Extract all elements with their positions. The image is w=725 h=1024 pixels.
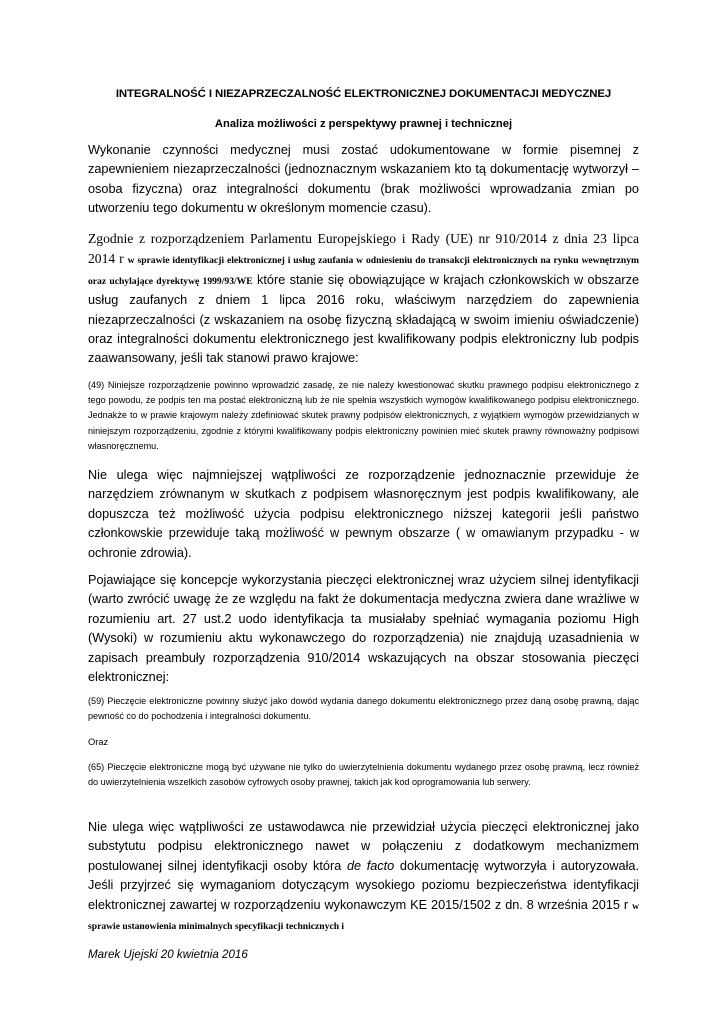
paragraph-2-rest: które stanie się obowiązujące w krajach członkowskich w obszarze usług zaufanych z dniem 1 lipca 2016 roku, właściwym narzędziem do zapewnienia niezaprzeczalności (z wskazaniem na osobę fizyczną składającą w swoim imieniu oświadczenie) oraz integralności dokumentu elektronicznego jest kwalifikowany podpis elektroniczny lub podpis zaawansowany, jeśli tak stanowi prawo krajowe:: [88, 272, 640, 366]
regulation-reference: Zgodnie z rozporządzeniem Parlamentu Europejskiego i Rady (UE) nr 910/2014 z dnia 23 lipca 2014 r: [88, 231, 639, 267]
regulation-2-title: w sprawie ustanowienia minimalnych specyfikacji technicznych i: [88, 900, 639, 933]
paragraph-1: Wykonanie czynności medycznej musi zostać udokumentowane w formie pisemnej z zapewnieniem niezaprzeczalności (jednoznacznym wskazaniem kto tą dokumentację wytworzył – osoba fizyczna) oraz integralności dokumentu (brak możliwości wprowadzania zmian po utworzeniu tego dokumentu w określonym momencie czasu).: [88, 143, 639, 216]
document-title: INTEGRALNOŚĆ I NIEZAPRZECZALNOŚĆ ELEKTRONICZNEJ DOKUMENTACJI MEDYCZNEJ: [115, 88, 612, 100]
paragraph-4: Pojawiające się koncepcje wykorzystania pieczęci elektronicznej wraz użyciem silnej identyfikacji (warto zwrócić uwagę że ze względu na fakt że dokumentacja medyczna zwiera dane wrażliwe w rozumieniu art. 27 ust.2 uodo identyfikacja ta musiałaby spełniać wymagania poziomu High (Wysoki) w rozumieniu aktu wykonawczego do rozporządzenia) nie znajdują uzasadnienia w zapisach preambuły rozporządzenia 910/2014 wskazujących na obszar stosowania pieczęci elektronicznej:: [88, 573, 639, 685]
recital-59: (59) Pieczęcie elektroniczne powinny służyć jako dowód wydania danego dokumentu elektronicznego przez daną osobę prawną, dając pewność co do pochodzenia i integralności dokumentu.: [88, 696, 639, 722]
author-date-footer: Marek Ujejski 20 kwietnia 2016: [88, 948, 248, 961]
oraz-label: Oraz: [88, 737, 109, 747]
paragraph-5-middle: dokumentację wytworzyła i autoryzowała. Jeśli przyjrzeć się wymaganiom dotyczącym wysokiego poziomu bezpieczeństwa identyfikacji elektronicznej zawartej w rozporządzeniu wykonawczym KE 2015/1502 z dn. 8 września 2015 r: [88, 858, 639, 912]
document-subtitle: Analiza możliwości z perspektywy prawnej i technicznej: [214, 118, 513, 130]
paragraph-3: Nie ulega więc najmniejszej wątpliwości ze rozporządzenie jednoznacznie przewiduje że narzędziem zrównanym w skutkach z podpisem własnoręcznym jest podpis kwalifikowany, ale dopuszcza też możliwość użycia podpisu elektronicznego niższej kategorii jeśli państwo członkowskie przewiduje taką możliwość w pewnym obszarze ( w omawianym przypadku - w ochronie zdrowia).: [88, 468, 639, 560]
recital-49: (49) Niniejsze rozporządzenie powinno wprowadzić zasadę, że nie należy kwestionować skutku prawnego podpisu elektronicznego z tego powodu, że podpis ten ma postać elektroniczną lub że nie spełnia wszystkich wymogów kwalifikowanego podpisu elektronicznego. Jednakże to w prawie krajowym należy zdefiniować skutek prawny podpisów elektronicznych, z wyjątkiem wymogów przewidzianych w niniejszym rozporządzeniu, zgodnie z którymi kwalifikowany podpis elektroniczny powinien mieć skutek prawny równoważny podpisowi własnoręcznemu.: [88, 380, 639, 451]
paragraph-2: [88, 229, 639, 369]
regulation-title: w sprawie identyfikacji elektronicznej i usług zaufania w odniesieniu do transakcji elektronicznych na rynku wewnętrznym oraz uchylające dyrektywę 1999/93/WE: [88, 255, 639, 287]
recital-65: (65) Pieczęcie elektroniczne mogą być używane nie tylko do uwierzytelnienia dokumentu wydanego przez osobę prawną, lecz również do uwierzytelnienia wszelkich zasobów cyfrowych osoby prawnej, takich jak kod oprogramowania lub serwery.: [88, 762, 639, 788]
paragraph-5: [88, 818, 639, 936]
paragraph-5-start: Nie ulega więc wątpliwości ze ustawodawca nie przewidział użycia pieczęci elektronicznej jako substytutu podpisu elektronicznego nawet w połączeniu z dodatkowym mechanizmem postulowanej silnej identyfikacji osoby która: [88, 820, 639, 873]
de-facto-term: de facto: [346, 858, 395, 873]
